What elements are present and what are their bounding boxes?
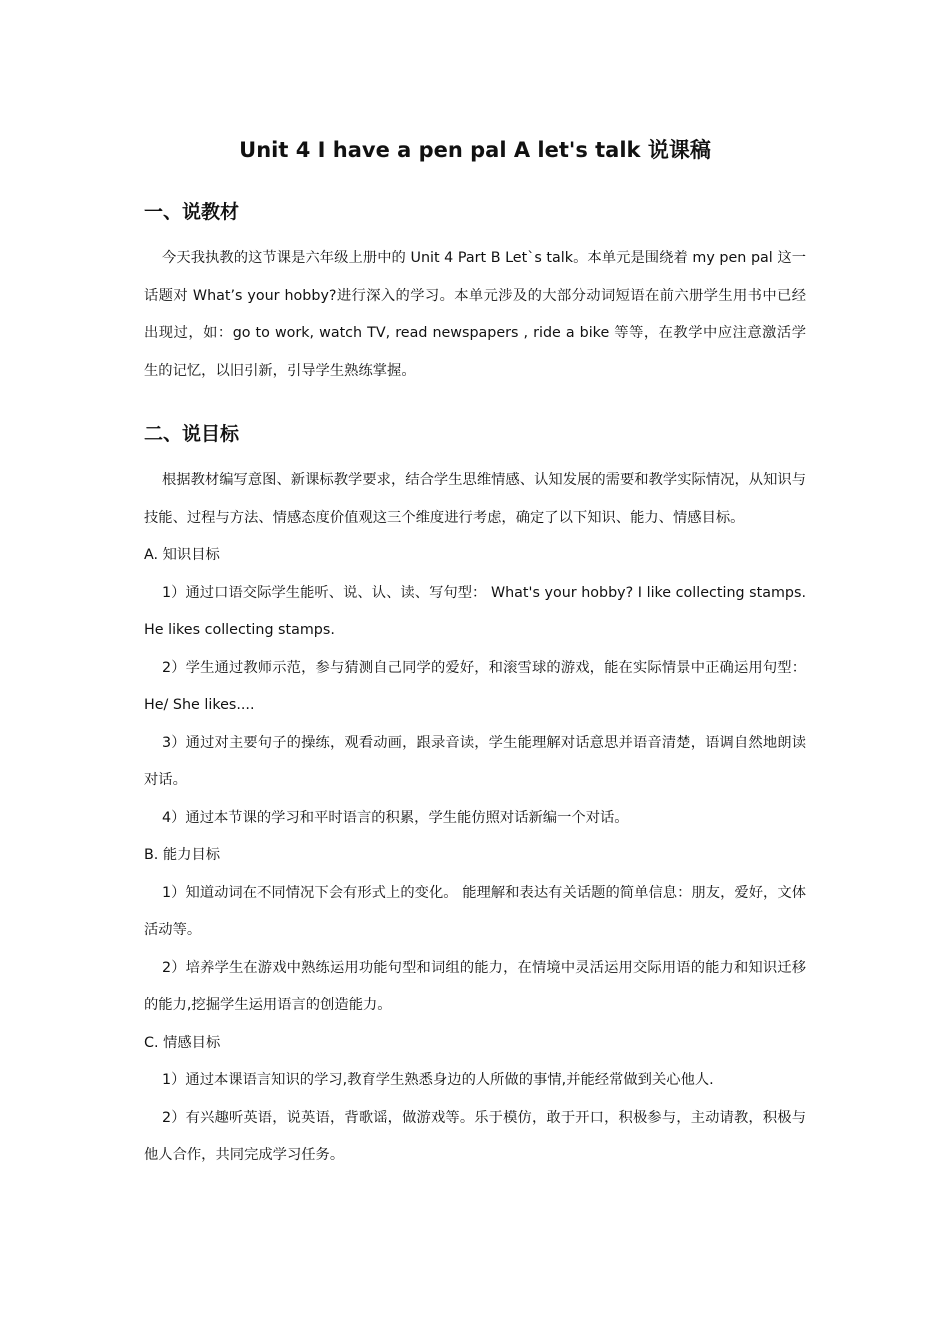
document-body — [144, 128, 806, 1175]
list-item-emotion-2: 2）有兴趣听英语，说英语，背歌谣，做游戏等。乐于模仿，敢于开口，积极参与，主动请教，积极与他人合作，共同完成学习任务。 — [144, 1109, 806, 1163]
subheading-knowledge-goals: A. 知识目标 — [144, 547, 220, 563]
list-item-knowledge-4: 4）通过本节课的学习和平时语言的积累，学生能仿照对话新编一个对话。 — [162, 809, 629, 826]
list-item-ability-2: 2）培养学生在游戏中熟练运用功能句型和词组的能力，在情境中灵活运用交际用语的能力和知识迁移的能力,挖掘学生运用语言的创造能力。 — [144, 959, 806, 1013]
list-item-emotion-1: 1）通过本课语言知识的学习,教育学生熟悉身边的人所做的事情,并能经常做到关心他人. — [162, 1072, 714, 1088]
paragraph-materials: 今天我执教的这节课是六年级上册中的 Unit 4 Part B Let`s talk。本单元是围绕着 my pen pal 这一话题对 What’s your hobby?进行深入的学习。本单元涉及的大部分动词短语在前六册学生用书中已经出现过，如：go to work, watch TV, read newspapers , ride a bike 等等，在教学中应注意激活学生的记忆，以旧引新，引导学生熟练掌握。 — [144, 250, 806, 379]
section-heading-materials: 一、说教材 — [144, 201, 240, 223]
paragraph-objectives-intro: 根据教材编写意图、新课标教学要求，结合学生思维情感、认知发展的需要和教学实际情况，从知识与技能、过程与方法、情感态度价值观这三个维度进行考虑，确定了以下知识、能力、情感目标。 — [144, 472, 806, 526]
subheading-emotion-goals: C. 情感目标 — [144, 1034, 221, 1051]
list-item-knowledge-3: 3）通过对主要句子的操练，观看动画，跟录音读，学生能理解对话意思并语音清楚，语调自然地朗读对话。 — [144, 734, 806, 788]
list-item-knowledge-2: 2）学生通过教师示范，参与猜测自己同学的爱好，和滚雪球的游戏，能在实际情景中正确运用句型：He/ She likes.... — [144, 659, 806, 713]
document-title: Unit 4 I have a pen pal A let's talk 说课稿 — [239, 138, 711, 162]
list-item-knowledge-1: 1）通过口语交际学生能听、说、认、读、写句型： What's your hobby? I like collecting stamps. He likes collecting stamps. — [144, 584, 806, 638]
list-item-ability-1: 1）知道动词在不同情况下会有形式上的变化。 能理解和表达有关话题的简单信息：朋友，爱好，文体活动等。 — [144, 884, 806, 938]
section-heading-objectives: 二、说目标 — [144, 423, 240, 445]
subheading-ability-goals: B. 能力目标 — [144, 847, 221, 863]
